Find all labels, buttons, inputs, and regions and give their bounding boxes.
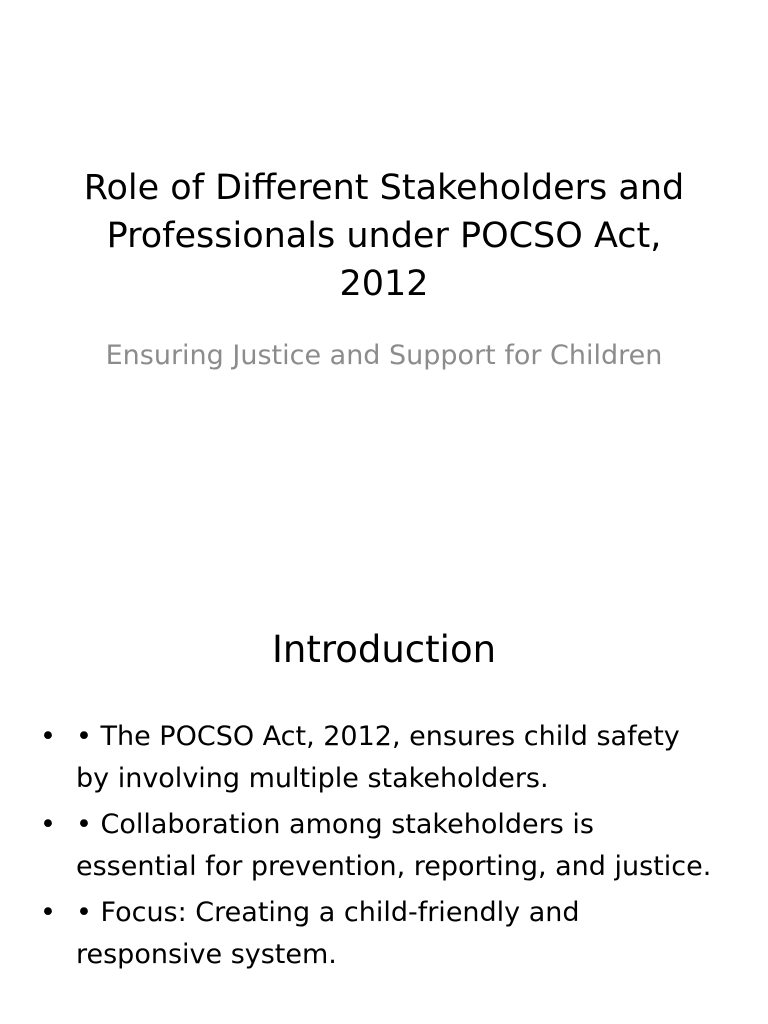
slide-title: Role of Different Stakeholders and Professionals under POCSO Act, 2012: [83, 168, 685, 304]
introduction-slide: [0, 576, 768, 1024]
list-item: [40, 804, 720, 888]
bullet-text: • Focus: Creating a child-friendly and responsive system.: [76, 897, 580, 970]
bullet-icon: •: [40, 721, 56, 752]
slide-subtitle: Ensuring Justice and Support for Children: [105, 340, 663, 371]
bullet-icon: •: [40, 809, 56, 840]
section-heading: Introduction: [271, 628, 497, 671]
list-item: [40, 716, 720, 800]
bullet-text: • Collaboration among stakeholders is essential for prevention, reporting, and justice.: [76, 809, 712, 882]
bullet-list: [40, 716, 720, 980]
list-item: [40, 892, 720, 976]
bullet-text: • The POCSO Act, 2012, ensures child safety by involving multiple stakeholders.: [76, 721, 680, 794]
bullet-icon: •: [40, 897, 56, 928]
